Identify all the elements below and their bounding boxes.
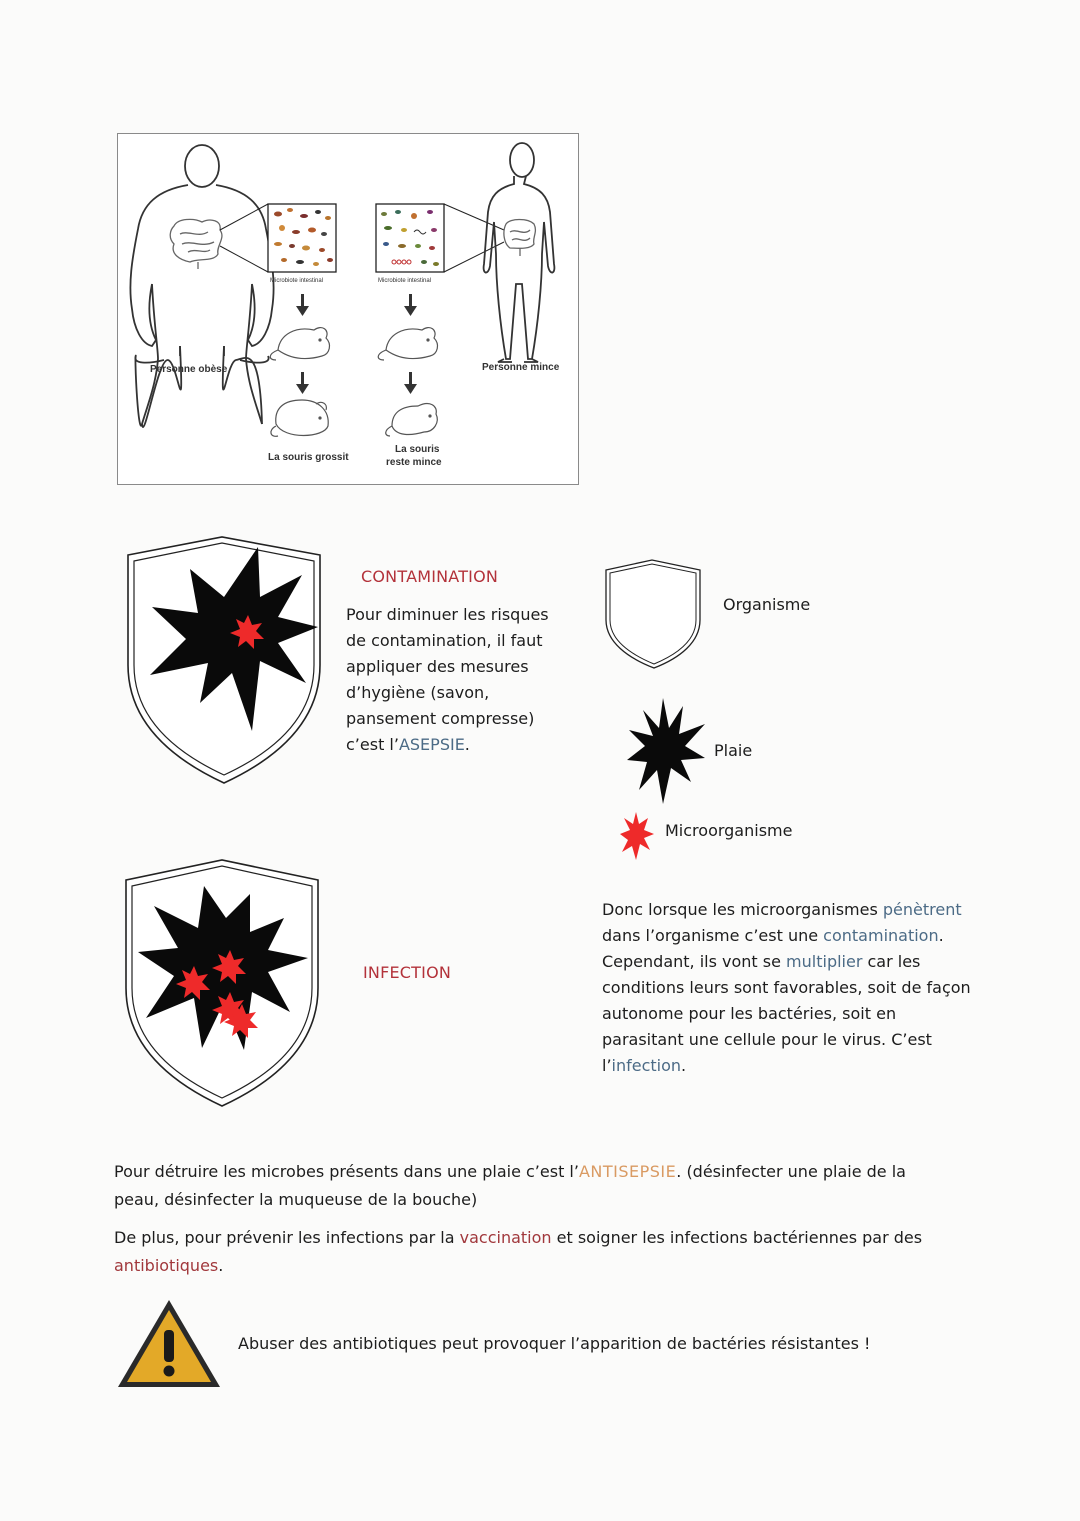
text-segment: . [938, 926, 944, 945]
text-segment: et soigner les infections bactériennes par des [551, 1228, 923, 1247]
text-segment: Pour détruire les microbes présents dans une plaie c’est l’ [114, 1162, 579, 1181]
text-segment: Cependant, ils vont se [602, 952, 787, 971]
contamination-line: d’hygiène (savon, [346, 683, 490, 702]
mouse-thin-label-1: La souris [395, 444, 440, 455]
infection-explanation [602, 897, 1022, 1079]
microbiote-left-label: Microbiote intestinal [270, 278, 324, 284]
contamination-title: CONTAMINATION [361, 567, 499, 586]
intestine-thin-icon [504, 220, 535, 257]
text-segment: . [464, 735, 470, 754]
keyword-antibiotiques: antibiotiques [114, 1256, 219, 1275]
microorganism-icon [620, 812, 654, 862]
explanation-line: parasitant une cellule pour le virus. C’est [602, 1030, 932, 1049]
text-segment: . (désinfecter une plaie de la [676, 1162, 906, 1181]
text-segment: l’ [602, 1056, 612, 1075]
infection-shield-icon [118, 858, 328, 1110]
keyword-penetrent: pénètrent [882, 900, 962, 919]
arrow-down-icon [296, 294, 417, 394]
text-segment: car les [862, 952, 921, 971]
explanation-line [602, 897, 1022, 923]
contamination-line: Pour diminuer les risques [346, 605, 549, 624]
text-segment: De plus, pour prévenir les infections par la [114, 1228, 460, 1247]
warning-text: Abuser des antibiotiques peut provoquer l’apparition de bactéries résistantes ! [238, 1334, 871, 1353]
mouse-icon [270, 328, 437, 437]
text-segment: . [681, 1056, 687, 1075]
explanation-line: autonome pour les bactéries, soit en [602, 1004, 897, 1023]
organism-shield-icon [604, 558, 704, 670]
legend-organism: Organisme [723, 595, 811, 614]
obese-person-icon [130, 145, 273, 427]
contamination-line: appliquer des mesures [346, 657, 529, 676]
prevention-line [114, 1224, 994, 1252]
thin-person-icon [484, 143, 555, 362]
text-segment: c’est l’ [346, 735, 399, 754]
microbiote-right-label: Microbiote intestinal [378, 278, 432, 284]
contamination-shield-icon [120, 535, 330, 787]
explanation-line [602, 923, 1022, 949]
text-segment: Donc lorsque les microorganismes [602, 900, 883, 919]
keyword-contamination: contamination [823, 926, 939, 945]
legend-wound: Plaie [714, 741, 753, 760]
mouse-thin-label-2: reste mince [386, 457, 442, 468]
warning-icon [116, 1298, 222, 1390]
contamination-line [346, 732, 586, 758]
antisepsie-paragraph [114, 1158, 994, 1214]
explanation-line [602, 949, 1022, 975]
mouse-fat-label: La souris grossit [268, 452, 349, 463]
contamination-text [346, 602, 586, 758]
obese-person-label: Personne obèse [150, 364, 228, 375]
infection-title: INFECTION [363, 963, 452, 982]
legend-microorganism: Microorganisme [665, 821, 793, 840]
keyword-antisepsie: ANTISEPSIE [578, 1162, 677, 1181]
antisepsie-line: peau, désinfecter la muqueuse de la bouche) [114, 1190, 478, 1209]
wound-icon [625, 698, 707, 806]
thin-person-label: Personne mince [482, 362, 560, 373]
prevention-line [114, 1252, 994, 1280]
microbiote-figure [117, 133, 579, 485]
keyword-infection: infection [611, 1056, 682, 1075]
explanation-line [602, 1053, 1022, 1079]
contamination-line: pansement compresse) [346, 709, 535, 728]
text-segment: . [218, 1256, 224, 1275]
asepsie-keyword: ASEPSIE [398, 735, 465, 754]
microbiote-figure-drawing [118, 134, 580, 486]
contamination-line: de contamination, il faut [346, 631, 543, 650]
intestine-icon [170, 219, 222, 269]
prevention-paragraph [114, 1224, 994, 1280]
antisepsie-line [114, 1158, 994, 1186]
keyword-vaccination: vaccination [459, 1228, 552, 1247]
text-segment: dans l’organisme c’est une [602, 926, 824, 945]
keyword-multiplier: multiplier [786, 952, 863, 971]
explanation-line: conditions leurs sont favorables, soit de façon [602, 978, 971, 997]
